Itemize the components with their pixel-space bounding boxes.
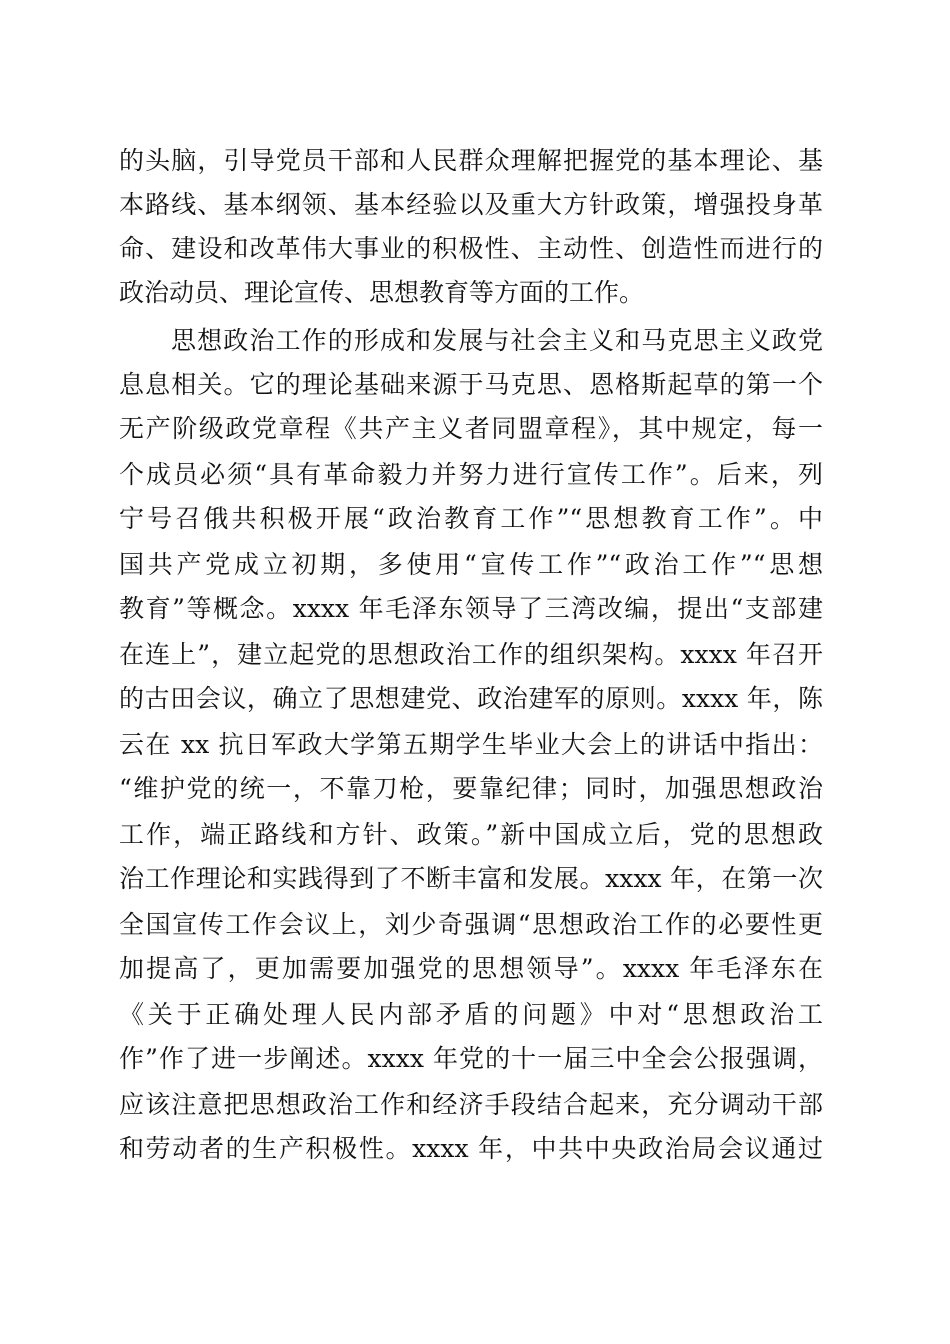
paragraph-line: 工作，端正路线和方针、政策。”新中国成立后，党的思想政 bbox=[119, 820, 823, 849]
paragraph-line: 国共产党成立初期，多使用“宣传工作”“政治工作”“思想 bbox=[119, 550, 823, 579]
paragraph-line: 思想政治工作的形成和发展与社会主义和马克思主义政党 bbox=[171, 326, 823, 355]
paragraph-line: 《关于正确处理人民内部矛盾的问题》中对“思想政治工 bbox=[119, 1000, 823, 1029]
paragraph-line: 息息相关。它的理论基础来源于马克思、恩格斯起草的第一个 bbox=[119, 370, 823, 399]
paragraph-line: 全国宣传工作会议上，刘少奇强调“思想政治工作的必要性更 bbox=[119, 910, 823, 939]
paragraph-line: 应该注意把思想政治工作和经济手段结合起来，充分调动干部 bbox=[119, 1090, 823, 1119]
paragraph-line: 作”作了进一步阐述。xxxx 年党的十一届三中全会公报强调， bbox=[119, 1044, 823, 1073]
paragraph-line: 无产阶级政党章程《共产主义者同盟章程》，其中规定，每一 bbox=[119, 414, 823, 443]
paragraph-line: 教育”等概念。xxxx 年毛泽东领导了三湾改编，提出“支部建 bbox=[119, 594, 823, 623]
paragraph-line: 在连上”，建立起党的思想政治工作的组织架构。xxxx 年召开 bbox=[119, 640, 823, 669]
paragraph-line: 命、建设和改革伟大事业的积极性、主动性、创造性而进行的 bbox=[119, 234, 823, 263]
paragraph-line: 和劳动者的生产积极性。xxxx 年，中共中央政治局会议通过 bbox=[119, 1134, 823, 1163]
paragraph-line: 的古田会议，确立了思想建党、政治建军的原则。xxxx 年，陈 bbox=[119, 684, 823, 713]
paragraph-line: 政治动员、理论宣传、思想教育等方面的工作。 bbox=[119, 278, 645, 307]
paragraph-line: 治工作理论和实践得到了不断丰富和发展。xxxx 年，在第一次 bbox=[119, 864, 823, 893]
paragraph-line: “维护党的统一，不靠刀枪，要靠纪律；同时，加强思想政治 bbox=[119, 774, 823, 803]
paragraph-line: 宁号召俄共积极开展“政治教育工作”“思想教育工作”。中 bbox=[119, 504, 823, 533]
paragraph-line: 本路线、基本纲领、基本经验以及重大方针政策，增强投身革 bbox=[119, 190, 823, 219]
paragraph-line: 的头脑，引导党员干部和人民群众理解把握党的基本理论、基 bbox=[119, 146, 823, 175]
paragraph-line: 个成员必须“具有革命毅力并努力进行宣传工作”。后来，列 bbox=[119, 460, 823, 489]
paragraph-line: 加提高了，更加需要加强党的思想领导”。xxxx 年毛泽东在 bbox=[119, 954, 823, 983]
paragraph-line: 云在 xx 抗日军政大学第五期学生毕业大会上的讲话中指出： bbox=[119, 730, 823, 759]
